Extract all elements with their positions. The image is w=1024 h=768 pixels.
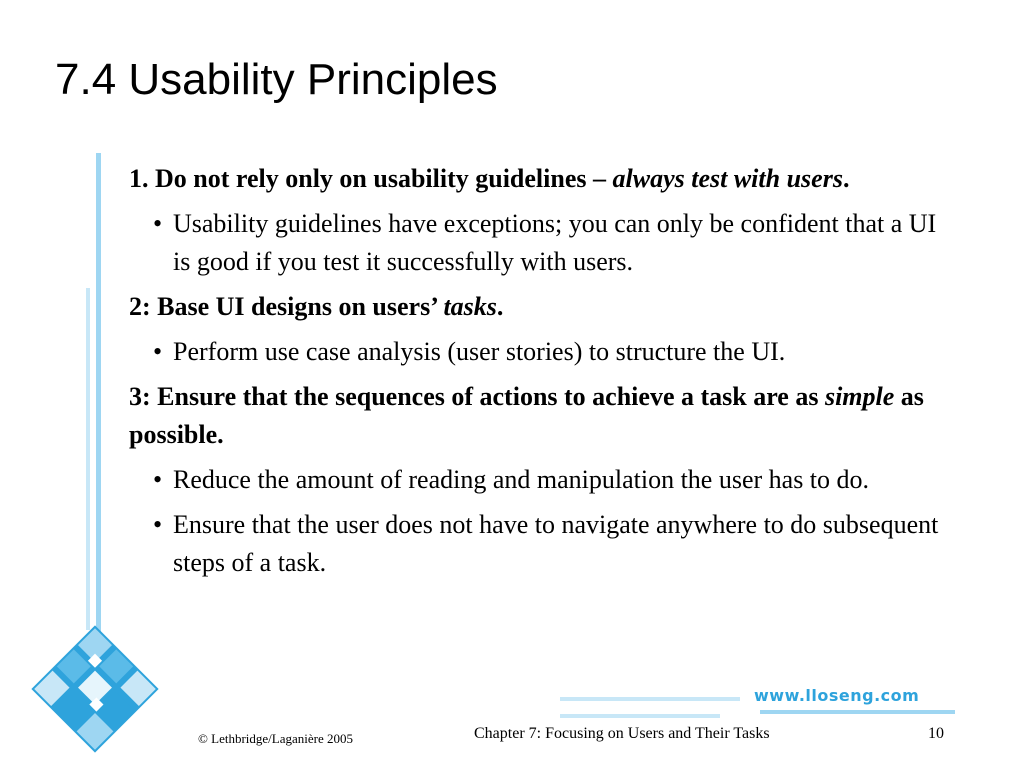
- principle-3-bullet-1: [129, 461, 959, 499]
- principle-2: [129, 288, 959, 326]
- principle-2-emphasis: tasks: [443, 292, 497, 321]
- principle-1-end: .: [842, 164, 850, 193]
- decorative-line: [560, 714, 720, 718]
- principle-3-text: 3: Ensure that the sequences of actions to achieve a task are as: [129, 382, 825, 411]
- decorative-line: [560, 697, 740, 701]
- slide-title: 7.4 Usability Principles: [55, 55, 498, 104]
- bullet-text: Reduce the amount of reading and manipulation the user has to do.: [173, 465, 870, 494]
- bullet-icon: •: [153, 209, 163, 238]
- principle-1-text: 1. Do not rely only on usability guidelines –: [129, 164, 613, 193]
- principle-1-emphasis: always test with users: [612, 164, 843, 193]
- principle-3: [129, 378, 959, 454]
- principle-2-bullet: [129, 333, 959, 371]
- chapter-title: Chapter 7: Focusing on Users and Their Tasks: [474, 725, 770, 742]
- slide-body: [129, 160, 959, 589]
- principle-3-bullet-2: [129, 506, 959, 582]
- bullet-icon: •: [153, 465, 163, 494]
- bullet-text: Usability guidelines have exceptions; you can only be confident that a UI is good if you test it successfully with users.: [173, 209, 937, 276]
- principle-1: [129, 160, 959, 198]
- decorative-vertical-bar-secondary: [86, 288, 90, 630]
- principle-1-bullet: [129, 205, 959, 281]
- principle-2-text: 2: Base UI designs on users’: [129, 292, 444, 321]
- page-number: 10: [928, 725, 944, 742]
- decorative-line: [760, 710, 955, 714]
- principle-3-end: as possible.: [129, 382, 924, 449]
- bullet-icon: •: [153, 510, 163, 539]
- copyright-notice: © Lethbridge/Laganière 2005: [198, 731, 353, 746]
- bullet-text: Perform use case analysis (user stories) to structure the UI.: [173, 337, 786, 366]
- mosaic-logo-icon: [30, 624, 160, 754]
- bullet-text: Ensure that the user does not have to navigate anywhere to do subsequent steps of a task.: [173, 510, 939, 577]
- principle-3-emphasis: simple: [824, 382, 895, 411]
- principle-2-end: .: [496, 292, 504, 321]
- bullet-icon: •: [153, 337, 163, 366]
- website-logo: www.lloseng.com: [754, 686, 920, 705]
